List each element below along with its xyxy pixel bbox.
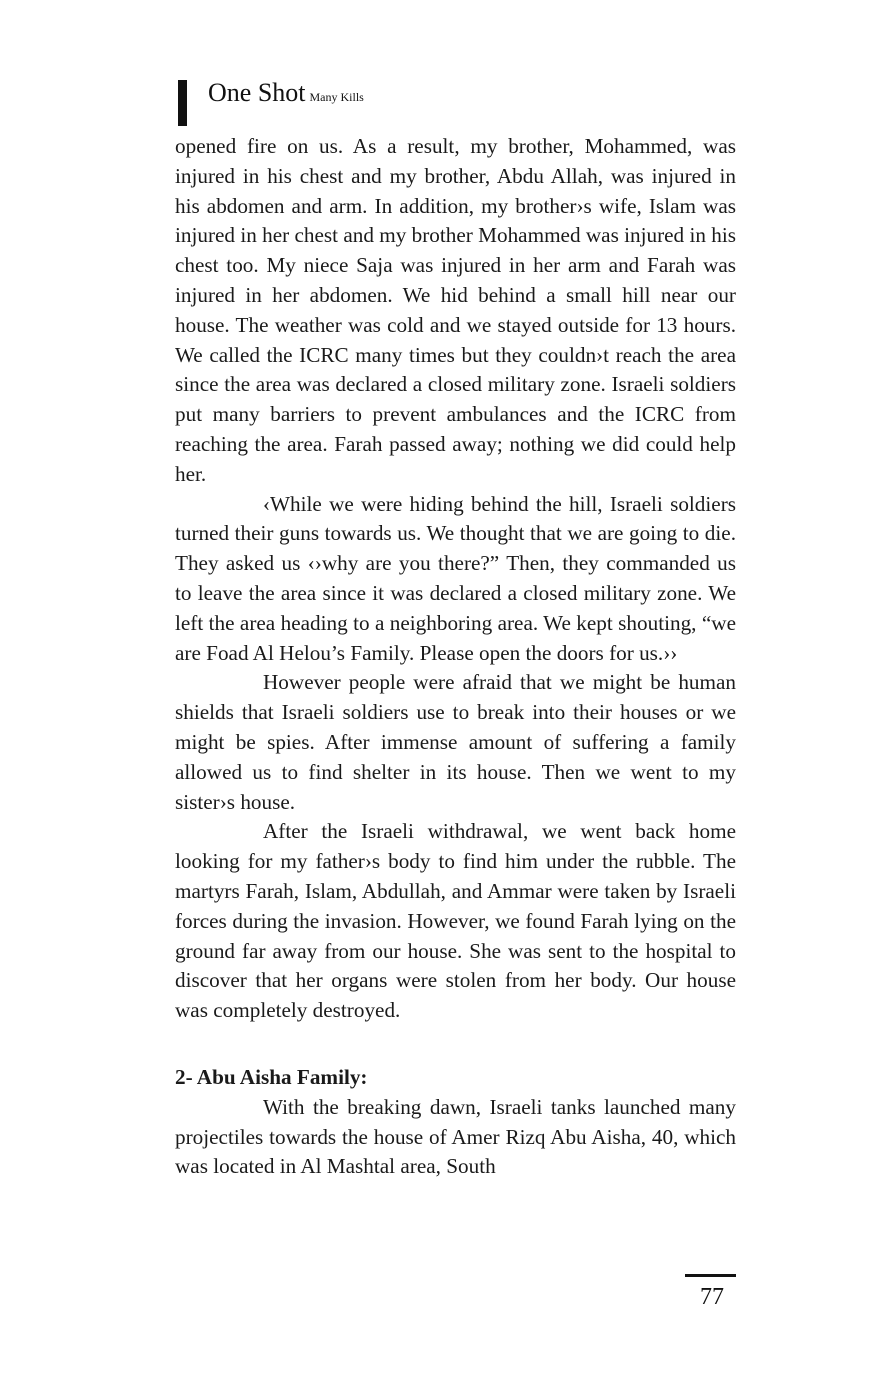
- book-subtitle: Many Kills: [309, 90, 364, 104]
- book-title-main: One Shot: [208, 78, 306, 107]
- section-paragraph: With the breaking dawn, Israeli tanks launched many projectiles towards the house of Amer Rizq Abu Aisha, 40, which was located in Al Mashtal area, South: [175, 1094, 736, 1179]
- paragraph-2: ‹While we were hiding behind the hill, Israeli soldiers turned their guns towards us. We thought that we are going to die. They asked us ‹›why are you there?” Then, they commanded us to leave the area since it was declared a closed military zone. We left the area heading to a neighboring area. We kept shouting, “we are Foad Al Helou’s Family. Please open the doors for us.››: [175, 491, 736, 665]
- page-number-rule: [685, 1274, 736, 1277]
- paragraph-4: After the Israeli withdrawal, we went back home looking for my father›s body to find him under the rubble. The martyrs Farah, Islam, Abdullah, and Ammar were taken by Israeli forces during the invasion. However, we found Farah lying on the ground far away from our house. She was sent to the hospital to discover that her organs were stolen from her body. Our house was completely destroyed.: [175, 819, 736, 1023]
- book-title: [208, 78, 364, 108]
- page-body: [175, 132, 736, 1182]
- paragraph-1: opened fire on us. As a result, my brother, Mohammed, was injured in his chest and my brother, Abdu Allah, was injured in his abdomen and arm. In addition, my brother›s wife, Islam was injured in her chest and my brother Mohammed was injured in his chest too. My niece Saja was injured in her arm and Farah was injured in her abdomen. We hid behind a small hill near our house. The weather was cold and we stayed outside for 13 hours. We called the ICRC many times but they couldn›t reach the area since the area was declared a closed military zone. Israeli soldiers put many barriers to prevent ambulances and the ICRC from reaching the area. Farah passed away; nothing we did could help her.: [175, 134, 736, 486]
- section-heading: 2- Abu Aisha Family:: [175, 1064, 368, 1089]
- paragraph-3: However people were afraid that we might be human shields that Israeli soldiers use to break into their houses or we might be spies. After immense amount of suffering a family allowed us to find shelter in its house. Then we went to my sister›s house.: [175, 670, 736, 814]
- header-bar: [178, 80, 187, 126]
- page-number: 77: [700, 1284, 724, 1310]
